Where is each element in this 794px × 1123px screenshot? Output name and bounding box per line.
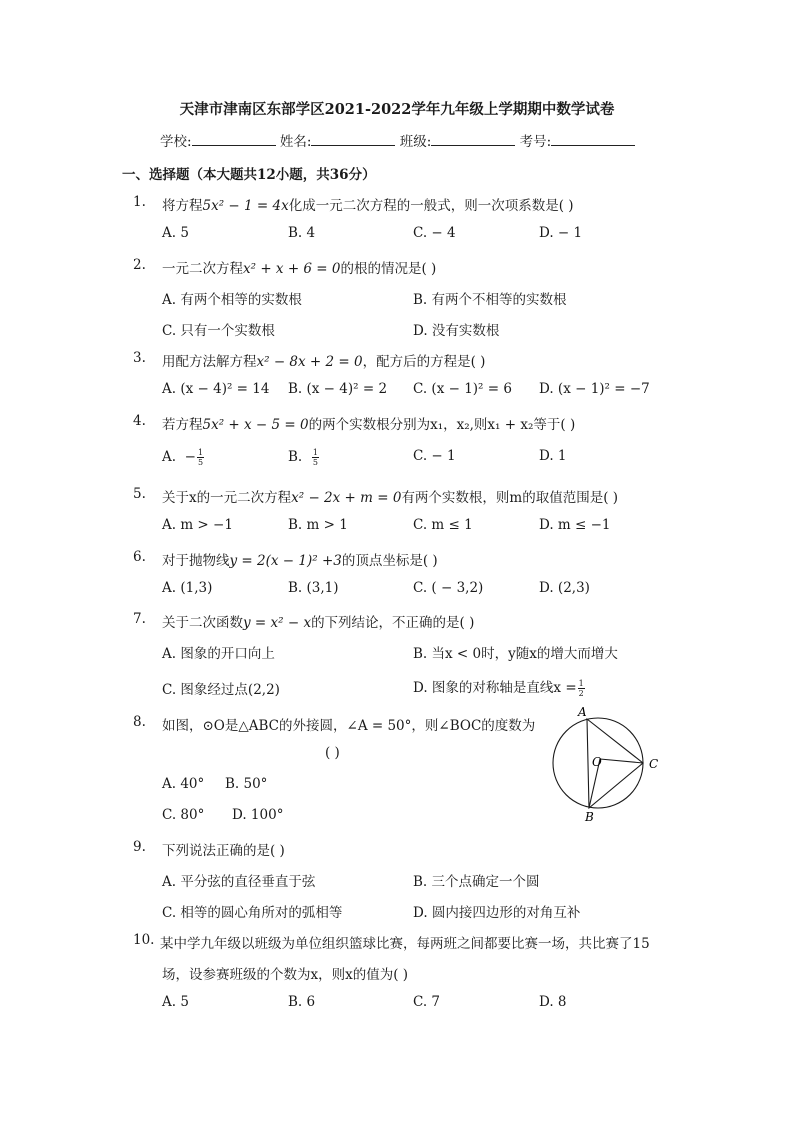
option-d[interactable]: D. 图象的对称轴是直线x = $\frac{1}{2}$ (413, 679, 584, 698)
option-a[interactable]: A. 40° (162, 776, 205, 792)
school-blank[interactable] (192, 131, 276, 146)
option-b[interactable]: B. 有两个不相等的实数根 (413, 292, 567, 308)
option-c[interactable]: C. (x − 1)² = 6 (413, 381, 512, 397)
option-a[interactable]: A. m > −1 (162, 517, 233, 533)
question-stem-line2: 场，设参赛班级的个数为x，则x的值为( ) (162, 967, 409, 983)
question-stem: 如图，⊙O是△ABC的外接圆，∠A = 50°，则∠BOC的度数为 (162, 718, 536, 734)
question-number: 6. (133, 549, 146, 565)
question-number: 4. (133, 413, 146, 429)
question-stem: 将方程5x² − 1 = 4x化成一元二次方程的一般式，则一次项系数是( ) (162, 198, 574, 214)
option-a[interactable]: A. (1,3) (162, 580, 213, 596)
school-label: 学校: (160, 134, 192, 150)
option-b[interactable]: B. (3,1) (288, 580, 339, 596)
segment-oc (600, 759, 643, 763)
option-c[interactable]: C. 相等的圆心角所对的弧相等 (162, 905, 343, 921)
option-b[interactable]: B. m > 1 (288, 517, 348, 533)
option-c[interactable]: C. − 1 (413, 448, 456, 464)
option-b[interactable]: B. 6 (288, 994, 316, 1010)
option-a[interactable]: A. 5 (162, 225, 189, 241)
question-number: 9. (133, 839, 146, 855)
question-number: 3. (133, 350, 146, 366)
fraction: $\frac{1}{2}$ (578, 679, 584, 698)
question-number: 5. (133, 486, 146, 502)
option-d[interactable]: D. 没有实数根 (413, 323, 500, 339)
option-c[interactable]: C. ( − 3,2) (413, 580, 484, 596)
student-info-line (160, 130, 635, 150)
section-title: 一、选择题（本大题共12小题，共36分） (122, 167, 376, 183)
question-stem: 下列说法正确的是( ) (162, 843, 285, 859)
option-b[interactable]: B. 4 (288, 225, 316, 241)
option-d[interactable]: D. 圆内接四边形的对角互补 (413, 905, 581, 921)
question-stem: 关于x的一元二次方程x² − 2x + m = 0有两个实数根，则m的取值范围是( ) (162, 490, 619, 506)
question-number: 2. (133, 257, 146, 273)
answer-paren: ( ) (325, 745, 340, 761)
option-a[interactable]: A. − $\frac{1}{5}$ (162, 448, 204, 467)
label-o: O (592, 755, 602, 769)
fraction: $\frac{1}{5}$ (197, 448, 204, 467)
question-number: 10. (133, 932, 155, 948)
class-label: 班级: (399, 134, 432, 150)
question-stem: 对于抛物线y = 2(x − 1)² +3的顶点坐标是( ) (162, 553, 438, 569)
option-a[interactable]: A. 平分弦的直径垂直于弦 (162, 874, 316, 890)
label-b: B (585, 810, 594, 824)
question-number: 7. (133, 611, 146, 627)
option-d[interactable]: D. (x − 1)² = −7 (539, 381, 650, 397)
fraction: $\frac{1}{5}$ (312, 448, 318, 467)
option-b[interactable]: B. (x − 4)² = 2 (288, 381, 388, 397)
option-b[interactable]: B. 当x < 0时，y随x的增大而增大 (413, 646, 618, 662)
question-stem: 关于二次函数y = x² − x的下列结论，不正确的是( ) (162, 615, 475, 631)
label-a: A (578, 705, 587, 719)
number-label: 考号: (519, 134, 552, 150)
option-d[interactable]: D. 8 (539, 994, 567, 1010)
question-number: 8. (133, 714, 146, 730)
option-d[interactable]: D. 1 (539, 448, 567, 464)
option-d[interactable]: D. 100° (232, 807, 284, 823)
option-d[interactable]: D. m ≤ −1 (539, 517, 611, 533)
option-d[interactable]: D. (2,3) (539, 580, 590, 596)
option-c[interactable]: C. 80° (162, 807, 205, 823)
number-blank[interactable] (551, 131, 635, 146)
question-stem: 若方程5x² + x − 5 = 0的两个实数根分别为x₁，x₂,则x₁ + x₂等于( ) (162, 417, 576, 433)
name-blank[interactable] (311, 131, 395, 146)
name-label: 姓名: (279, 134, 312, 150)
question-stem-line1: 某中学九年级以班级为单位组织篮球比赛，每两班之间都要比赛一场，共比赛了15 (160, 936, 650, 952)
label-c: C (649, 757, 659, 771)
option-c[interactable]: C. 图象经过点(2,2) (162, 682, 280, 698)
option-c[interactable]: C. 7 (413, 994, 441, 1010)
option-d[interactable]: D. − 1 (539, 225, 583, 241)
option-c[interactable]: C. m ≤ 1 (413, 517, 473, 533)
option-a[interactable]: A. 有两个相等的实数根 (162, 292, 302, 308)
question-stem: 一元二次方程x² + x + 6 = 0的根的情况是( ) (162, 261, 437, 277)
option-b[interactable]: B. 50° (225, 776, 268, 792)
question-stem: 用配方法解方程x² − 8x + 2 = 0，配方后的方程是( ) (162, 354, 486, 370)
option-a[interactable]: A. 5 (162, 994, 189, 1010)
class-blank[interactable] (431, 131, 515, 146)
option-a[interactable]: A. 图象的开口向上 (162, 646, 275, 662)
option-b[interactable]: B. $\frac{1}{5}$ (288, 448, 318, 467)
question-number: 1. (133, 194, 146, 210)
option-a[interactable]: A. (x − 4)² = 14 (162, 381, 270, 397)
circle-figure (545, 700, 670, 825)
option-c[interactable]: C. − 4 (413, 225, 456, 241)
option-b[interactable]: B. 三个点确定一个圆 (413, 874, 540, 890)
option-c[interactable]: C. 只有一个实数根 (162, 323, 275, 339)
exam-title: 天津市津南区东部学区2021-2022学年九年级上学期期中数学试卷 (179, 101, 615, 118)
